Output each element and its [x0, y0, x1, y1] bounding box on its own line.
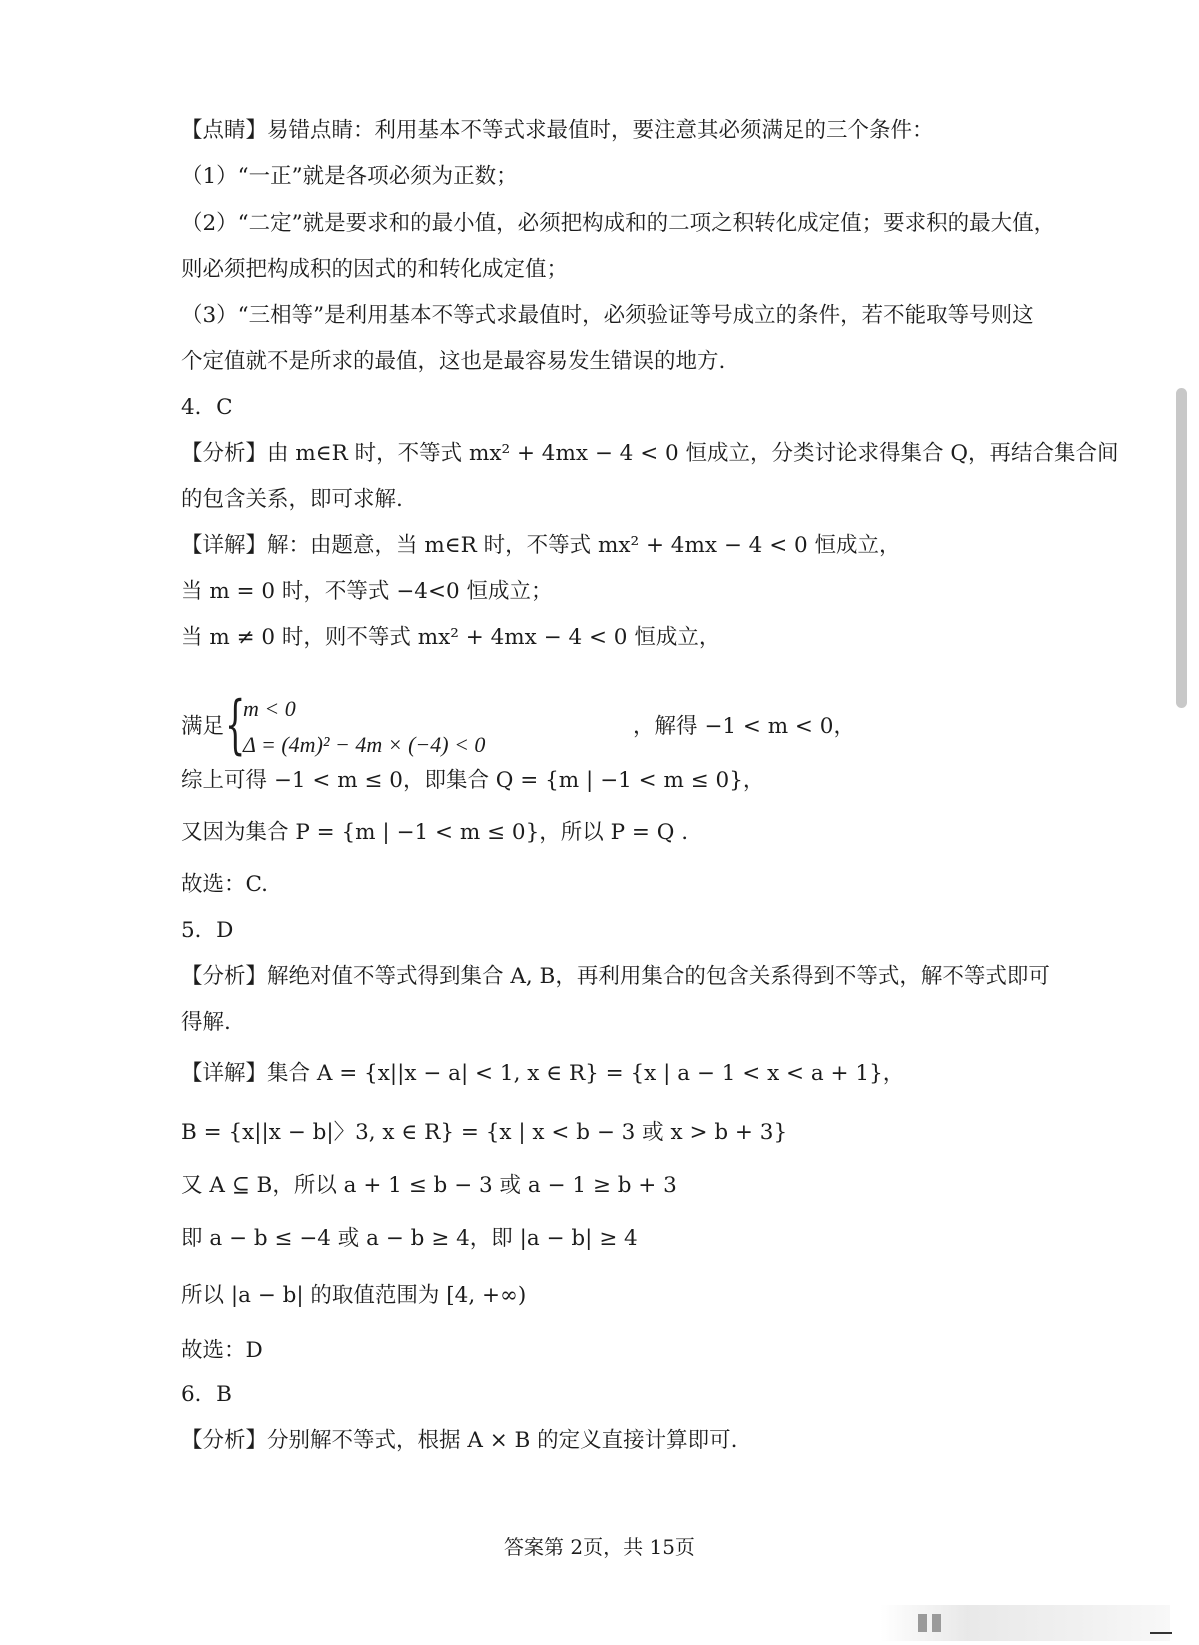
left-brace: {: [225, 688, 246, 762]
system-row-1: m < 0: [243, 696, 296, 721]
answer-5-heading: 5．D: [181, 918, 234, 943]
system-label: 满足: [181, 714, 225, 739]
answer-5-set-a: 【详解】集合 A = {x||x − a| < 1, x ∈ R} = {x | a − 1 < x < a + 1}，: [181, 1061, 905, 1086]
tip-condition-2: （2）“二定”就是要求和的最小值，必须把构成和的二项之积转化成定值；要求积的最大值，: [181, 211, 1056, 236]
answer-4-heading: 4．C: [181, 395, 233, 420]
watermark-mark: [918, 1614, 927, 1632]
tip-condition-3-cont: 个定值就不是所求的最值，这也是最容易发生错误的地方.: [181, 349, 726, 374]
answer-4-case-mnot0: 当 m ≠ 0 时，则不等式 mx² + 4mx − 4 < 0 恒成立，: [181, 625, 721, 650]
answer-5-set-b: B = {x||x − b|〉3, x ∈ R} = {x | x < b − 3 或 x > b + 3}: [181, 1120, 788, 1145]
tip-condition-3: （3）“三相等”是利用基本不等式求最值时，必须验证等号成立的条件，若不能取等号则这: [181, 303, 1034, 328]
tip-condition-1: （1）“一正”就是各项必须为正数；: [181, 164, 518, 189]
vertical-scrollbar[interactable]: [1176, 388, 1187, 708]
tip-condition-2-cont: 则必须把构成积的因式的和转化成定值；: [181, 257, 569, 282]
answer-5-analysis: 【分析】解绝对值不等式得到集合 A, B，再利用集合的包含关系得到不等式，解不等式即可: [181, 964, 1050, 989]
answer-5-choice: 故选：D: [181, 1338, 263, 1363]
system-result: ，解得 −1 < m < 0，: [633, 714, 855, 739]
answer-5-subset: 又 A ⊆ B，所以 a + 1 ≤ b − 3 或 a − 1 ≥ b + 3: [181, 1173, 677, 1198]
answer-6-heading: 6．B: [181, 1382, 232, 1407]
answer-4-analysis-cont: 的包含关系，即可求解.: [181, 487, 403, 512]
answer-6-analysis: 【分析】分别解不等式，根据 A × B 的定义直接计算即可.: [181, 1428, 738, 1453]
answer-4-summary: 综上可得 −1 < m ≤ 0，即集合 Q = {m | −1 < m ≤ 0}，: [181, 768, 765, 793]
watermark-mark: [932, 1614, 941, 1632]
answer-5-inequality: 即 a − b ≤ −4 或 a − b ≥ 4，即 |a − b| ≥ 4: [181, 1226, 638, 1251]
tip-heading: 【点睛】易错点睛：利用基本不等式求最值时，要注意其必须满足的三个条件：: [181, 118, 934, 143]
answer-5-analysis-cont: 得解.: [181, 1010, 231, 1035]
page-footer: 答案第 2页，共 15页: [504, 1535, 695, 1559]
system-row-2: Δ = (4m)² − 4m × (−4) < 0: [243, 732, 486, 757]
answer-4-case-m0: 当 m = 0 时，不等式 −4<0 恒成立；: [181, 579, 553, 604]
menu-icon[interactable]: [1150, 1622, 1172, 1634]
answer-4-choice: 故选：C.: [181, 872, 269, 897]
answer-5-range: 所以 |a − b| 的取值范围为 [4, +∞): [181, 1283, 527, 1308]
answer-4-conclusion: 又因为集合 P = {m | −1 < m ≤ 0}，所以 P = Q .: [181, 820, 689, 845]
answer-4-solution: 【详解】解：由题意，当 m∈R 时，不等式 mx² + 4mx − 4 < 0 恒成立，: [181, 533, 901, 558]
answer-4-analysis: 【分析】由 m∈R 时，不等式 mx² + 4mx − 4 < 0 恒成立，分类讨论求得集合 Q，再结合集合间: [181, 441, 1119, 466]
